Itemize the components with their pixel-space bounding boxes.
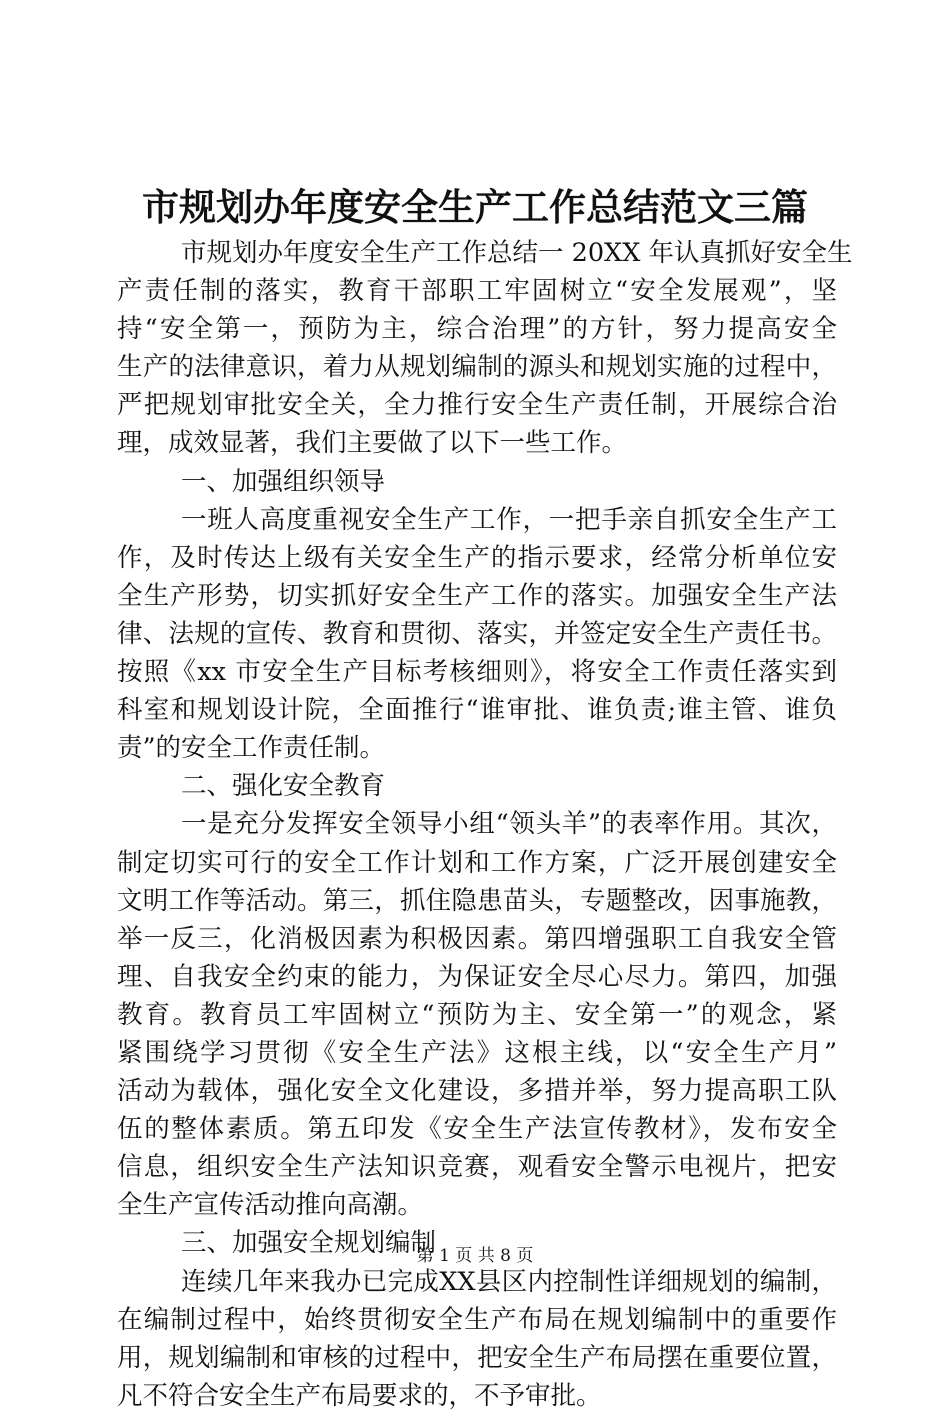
page-footer: 第 1 页 共 8 页 (416, 1246, 534, 1266)
body-line: 用，规划编制和审核的过程中，把安全生产布局摆在重要位置， (117, 1342, 837, 1373)
document-title: 市规划办年度安全生产工作总结范文三篇 (142, 185, 808, 229)
document-body (117, 234, 853, 1415)
body-line: 在编制过程中，始终贯彻安全生产布局在规划编制中的重要作 (117, 1304, 837, 1335)
body-line: 信息，组织安全生产法知识竞赛，观看安全警示电视片，把安 (117, 1152, 837, 1183)
body-line: 制定切实可行的安全工作计划和工作方案，广泛开展创建安全 (117, 847, 837, 878)
body-line: 紧围绕学习贯彻《安全生产法》这根主线，以“安全生产月” (117, 1037, 837, 1068)
body-line: 持“安全第一，预防为主，综合治理”的方针，努力提高安全 (117, 314, 837, 345)
body-line: 律、法规的宣传、教育和贯彻、落实，并签定安全生产责任书。 (117, 618, 837, 649)
body-line: 连续几年来我办已完成XX县区内控制性详细规划的编制， (181, 1266, 837, 1297)
body-line: 二、强化安全教育 (181, 771, 386, 802)
body-line: 全生产形势，切实抓好安全生产工作的落实。加强安全生产法 (117, 580, 837, 611)
body-line: 伍的整体素质。第五印发《安全生产法宣传教材》，发布安全 (117, 1114, 837, 1145)
body-line: 理、自我安全约束的能力，为保证安全尽心尽力。第四，加强 (117, 961, 837, 992)
body-line: 产责任制的落实，教育干部职工牢固树立“安全发展观”，坚 (117, 276, 837, 307)
body-line: 一班人高度重视安全生产工作，一把手亲自抓安全生产工 (181, 504, 837, 535)
body-line: 严把规划审批安全关，全力推行安全生产责任制，开展综合治 (117, 390, 837, 421)
body-line: 一是充分发挥安全领导小组“领头羊”的表率作用。其次， (181, 809, 837, 840)
body-line: 教育。教育员工牢固树立“预防为主、安全第一”的观念，紧 (117, 999, 837, 1030)
body-line: 凡不符合安全生产布局要求的，不予审批。 (117, 1380, 602, 1411)
body-line: 责”的安全工作责任制。 (117, 733, 386, 764)
body-line: 举一反三，化消极因素为积极因素。第四增强职工自我安全管 (117, 923, 837, 954)
body-line: 理，成效显著，我们主要做了以下一些工作。 (117, 428, 628, 459)
body-line: 三、加强安全规划编制 (181, 1228, 437, 1259)
body-line: 科室和规划设计院，全面推行“谁审批、谁负责;谁主管、谁负 (117, 695, 837, 726)
body-line: 文明工作等活动。第三，抓住隐患苗头，专题整改，因事施教， (117, 885, 837, 916)
body-line: 市规划办年度安全生产工作总结一 20XX 年认真抓好安全生 (181, 238, 853, 268)
body-line: 作，及时传达上级有关安全生产的指示要求，经常分析单位安 (117, 542, 837, 573)
body-line: 按照《xx 市安全生产目标考核细则》，将安全工作责任落实到 (117, 657, 837, 688)
body-line: 全生产宣传活动推向高潮。 (117, 1190, 424, 1221)
body-line: 活动为载体，强化安全文化建设，多措并举，努力提高职工队 (117, 1076, 837, 1107)
body-line: 一、加强组织领导 (181, 466, 386, 497)
body-line: 生产的法律意识，着力从规划编制的源头和规划实施的过程中， (117, 352, 837, 383)
